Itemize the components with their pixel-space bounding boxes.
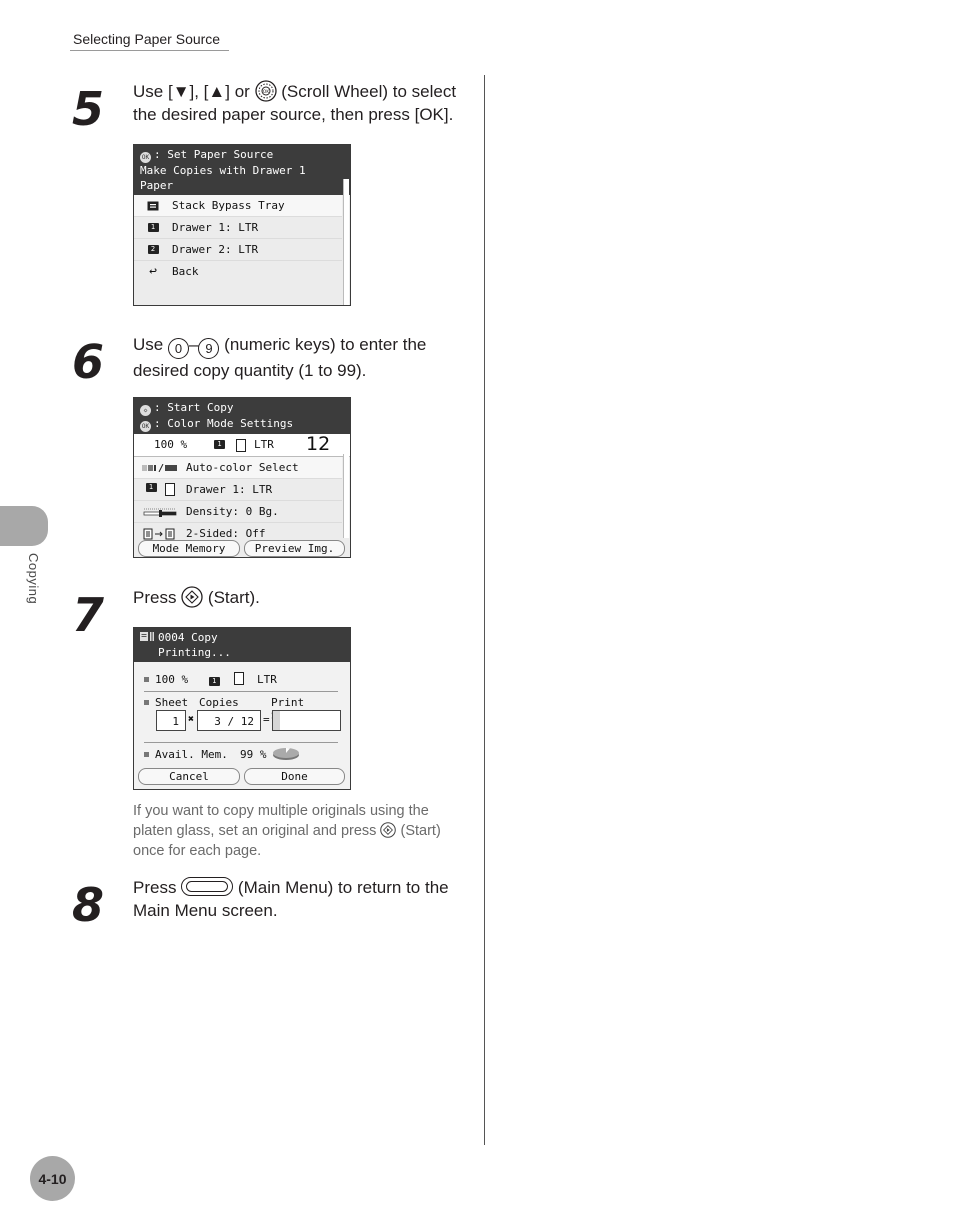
multiply-sign: ✖	[188, 714, 195, 725]
sheet-value: 1	[156, 710, 186, 731]
step-number-8: 8	[72, 878, 103, 932]
lcd-scrollbar[interactable]	[343, 179, 349, 305]
lcd-start-copy	[133, 397, 351, 558]
svg-text:OK: OK	[262, 90, 269, 95]
step-number-5: 5	[72, 82, 103, 136]
menu-item-two-sided[interactable]: 2-Sided: Off	[134, 523, 342, 544]
print-progress-fill	[273, 711, 280, 730]
lcd-set-paper-source	[133, 144, 351, 306]
page-header-title: Selecting Paper Source	[73, 31, 221, 47]
sheet-column-header: Sheet	[144, 696, 188, 709]
step-8-text: Press (Main Menu) to return to the Main Menu screen.	[133, 878, 449, 920]
drawer-1-icon: 1	[146, 483, 157, 492]
paper-size: LTR	[254, 438, 274, 451]
color-mode-icon	[142, 464, 178, 472]
header-rule	[70, 50, 229, 51]
mode-memory-button[interactable]: Mode Memory	[138, 540, 240, 557]
chapter-side-label: Copying	[26, 553, 41, 605]
lcd-header: ◇ : Start Copy OK : Color Mode Settings	[134, 398, 350, 434]
chapter-side-tab	[0, 506, 48, 546]
paper-icon	[234, 672, 244, 685]
menu-item-drawer-1[interactable]: 1 Drawer 1: LTR	[134, 479, 342, 501]
main-menu-key-icon	[181, 877, 233, 896]
preview-image-button[interactable]: Preview Img.	[244, 540, 345, 557]
divider	[144, 691, 338, 692]
copies-value: 3 / 12	[197, 710, 261, 731]
zoom-value: 100 %	[154, 438, 188, 451]
step-6-text: Use 0 – 9 (numeric keys) to enter the desired copy quantity (1 to 99).	[133, 335, 427, 380]
scroll-wheel-icon	[255, 82, 277, 101]
done-button[interactable]: Done	[244, 768, 345, 785]
print-progress-bar	[272, 710, 341, 731]
menu-item-drawer-1[interactable]: 1 Drawer 1: LTR	[134, 217, 342, 239]
key-9-icon: 9	[198, 338, 219, 359]
copies-column-header: Copies	[199, 696, 239, 709]
key-0-icon: 0	[168, 338, 189, 359]
drawer-1-icon: 1	[209, 677, 220, 686]
down-arrow-symbol: ▼	[172, 82, 190, 101]
back-arrow-icon: ↩	[149, 264, 157, 279]
zoom-value: 100 %	[155, 673, 189, 686]
drawer-1-icon: 1	[214, 440, 225, 449]
step-number-7: 7	[72, 588, 103, 642]
lcd-header: 0004 Copy Printing...	[134, 628, 350, 662]
start-key-icon	[380, 823, 396, 839]
up-arrow-symbol: ▲	[208, 82, 226, 101]
stack-bypass-icon	[147, 201, 159, 211]
density-icon	[143, 507, 177, 517]
equals-sign: =	[263, 713, 270, 726]
paper-icon	[236, 439, 246, 452]
step-7-text: Press (Start).	[133, 588, 260, 607]
paper-size: LTR	[257, 673, 277, 686]
copy-quantity: 12	[306, 433, 331, 455]
memory-pie-icon	[272, 747, 300, 761]
paper-icon	[165, 483, 175, 496]
step-number-6: 6	[72, 335, 103, 389]
column-divider	[484, 75, 485, 1145]
drawer-2-icon: 2	[148, 245, 159, 254]
lcd-status-row	[134, 434, 350, 457]
start-key-icon	[181, 588, 203, 607]
available-memory-label: Avail. Mem.	[144, 748, 228, 761]
drawer-1-icon: 1	[148, 223, 159, 232]
two-sided-icon	[143, 528, 177, 540]
copy-job-icon	[140, 631, 154, 642]
menu-item-color-mode[interactable]: Auto-color Select	[134, 457, 342, 479]
divider	[144, 742, 338, 743]
start-key-icon: ◇	[140, 405, 151, 416]
menu-item-stack-bypass[interactable]: Stack Bypass Tray	[134, 195, 342, 217]
cancel-button[interactable]: Cancel	[138, 768, 240, 785]
status-row	[144, 672, 277, 686]
available-memory-value: 99 %	[240, 748, 267, 761]
lcd-printing-status	[133, 627, 351, 790]
ok-key-icon: OK	[141, 154, 150, 161]
print-status-column-header: Print	[271, 696, 305, 709]
page-number: 4-10	[30, 1156, 75, 1201]
menu-item-back[interactable]: ↩ Back	[134, 261, 342, 282]
menu-item-density[interactable]: Density: 0 Bg.	[134, 501, 342, 523]
lcd-header: OK : Set Paper Source Make Copies with Drawer 1 Paper	[134, 145, 350, 195]
lcd-scrollbar[interactable]	[343, 454, 349, 538]
step-5-text: Use [▼], [▲] or OK (Scroll Wheel) to select the desired paper source, then press [OK].	[133, 82, 457, 124]
menu-item-drawer-2[interactable]: 2 Drawer 2: LTR	[134, 239, 342, 261]
ok-key-icon: OK	[141, 423, 150, 430]
note-text: If you want to copy multiple originals using the platen glass, set an original and press (Start) once for each page.	[133, 803, 441, 859]
